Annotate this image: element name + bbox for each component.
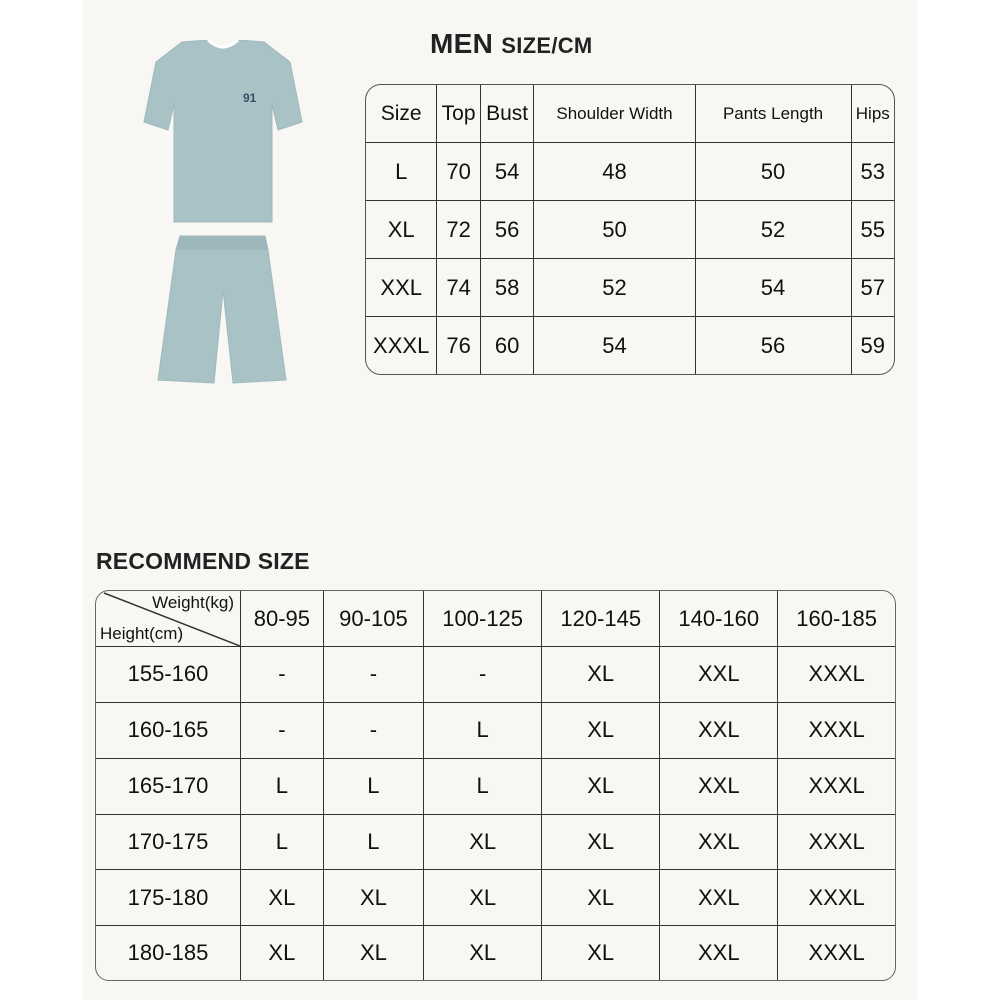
top-value: 70 <box>437 143 480 201</box>
col-header-hips: Hips <box>852 85 894 143</box>
title-sub: SIZE/CM <box>501 33 593 58</box>
bust-value: 56 <box>481 201 535 259</box>
weight-range-header: 80-95 <box>241 591 324 647</box>
shorts-image <box>158 236 286 383</box>
pants-length-value: 52 <box>696 201 852 259</box>
size-chart-title <box>430 28 593 60</box>
recommend-header-row <box>96 591 895 647</box>
size-cell: XL <box>542 870 660 926</box>
size-cell: XXXL <box>778 703 895 759</box>
size-cell: XL <box>542 759 660 815</box>
recommend-row <box>96 870 895 926</box>
shoulder-value: 48 <box>534 143 695 201</box>
weight-range-header: 90-105 <box>324 591 424 647</box>
size-cell: - <box>424 647 542 703</box>
corner-header-cell <box>96 591 241 647</box>
size-cell: XL <box>241 870 324 926</box>
recommend-row <box>96 703 895 759</box>
size-row-xxxl <box>366 317 894 374</box>
hips-value: 57 <box>852 259 894 317</box>
tshirt-image <box>144 40 302 222</box>
size-cell: - <box>241 647 324 703</box>
size-label: XL <box>366 201 437 259</box>
weight-range-header: 140-160 <box>660 591 778 647</box>
size-cell: XL <box>424 926 542 980</box>
height-range: 155-160 <box>96 647 241 703</box>
size-cell: XXL <box>660 647 778 703</box>
size-cell: L <box>424 703 542 759</box>
size-label: XXXL <box>366 317 437 374</box>
col-header-pants-length: Pants Length <box>696 85 852 143</box>
size-cell: - <box>324 703 424 759</box>
weight-range-header: 160-185 <box>778 591 895 647</box>
size-row-xxl <box>366 259 894 317</box>
size-chart-table <box>365 84 895 375</box>
height-axis-label: Height(cm) <box>100 624 184 643</box>
size-cell: XXL <box>660 926 778 980</box>
size-row-l <box>366 143 894 201</box>
pants-length-value: 54 <box>696 259 852 317</box>
hips-value: 59 <box>860 332 886 358</box>
size-cell: L <box>324 759 424 815</box>
size-cell: - <box>241 703 324 759</box>
pants-length-value: 56 <box>696 317 852 374</box>
size-label: XXL <box>366 259 437 317</box>
col-header-bust: Bust <box>481 85 535 143</box>
size-cell: XL <box>424 815 542 871</box>
recommend-row <box>96 647 895 703</box>
hips-value: 55 <box>852 201 894 259</box>
shoulder-value: 50 <box>534 201 695 259</box>
recommend-size-title: RECOMMEND SIZE <box>96 548 310 574</box>
height-range: 165-170 <box>96 759 241 815</box>
size-cell: L <box>241 815 324 871</box>
size-cell: XXL <box>660 815 778 871</box>
size-cell: XL <box>324 926 424 980</box>
recommend-size-table <box>95 590 896 981</box>
bust-value: 58 <box>481 259 535 317</box>
height-range: 170-175 <box>96 815 241 871</box>
size-cell: XL <box>542 647 660 703</box>
col-header-size: Size <box>366 85 437 143</box>
size-cell: XL <box>324 870 424 926</box>
size-cell: XL <box>542 815 660 871</box>
size-cell: XXL <box>660 759 778 815</box>
size-label: L <box>366 143 437 201</box>
size-cell: XXL <box>660 870 778 926</box>
size-cell: XL <box>542 703 660 759</box>
size-cell: XL <box>424 870 542 926</box>
size-cell: L <box>324 815 424 871</box>
height-range: 175-180 <box>96 870 241 926</box>
shoulder-value: 54 <box>534 317 695 374</box>
bust-value: 54 <box>481 143 535 201</box>
size-cell: L <box>424 759 542 815</box>
size-cell: XXXL <box>778 759 895 815</box>
size-chart-header-row <box>366 85 894 143</box>
size-cell: XXXL <box>778 870 895 926</box>
height-range: 180-185 <box>96 926 241 980</box>
pants-length-value: 50 <box>696 143 852 201</box>
col-header-top: Top <box>437 85 480 143</box>
title-main: MEN <box>430 28 494 59</box>
top-value: 76 <box>437 317 480 374</box>
pajama-set-image <box>140 40 305 390</box>
col-header-shoulder-width: Shoulder Width <box>534 85 695 143</box>
size-cell: - <box>324 647 424 703</box>
size-cell: XL <box>542 926 660 980</box>
size-cell: XXXL <box>778 647 895 703</box>
bust-value: 60 <box>481 317 535 374</box>
svg-text:91: 91 <box>243 91 257 105</box>
size-cell: XXXL <box>778 815 895 871</box>
size-cell: XL <box>241 926 324 980</box>
hips-value: 53 <box>852 143 894 201</box>
weight-range-header: 120-145 <box>542 591 660 647</box>
top-value: 72 <box>437 201 480 259</box>
weight-range-header: 100-125 <box>424 591 542 647</box>
recommend-row <box>96 815 895 871</box>
size-cell: L <box>241 759 324 815</box>
size-cell: XXL <box>660 703 778 759</box>
shoulder-value: 52 <box>534 259 695 317</box>
weight-axis-label: Weight(kg) <box>152 593 234 612</box>
top-value: 74 <box>437 259 480 317</box>
size-row-xl <box>366 201 894 259</box>
recommend-row <box>96 926 895 980</box>
size-cell: XXXL <box>808 940 865 966</box>
height-range: 160-165 <box>96 703 241 759</box>
recommend-row <box>96 759 895 815</box>
